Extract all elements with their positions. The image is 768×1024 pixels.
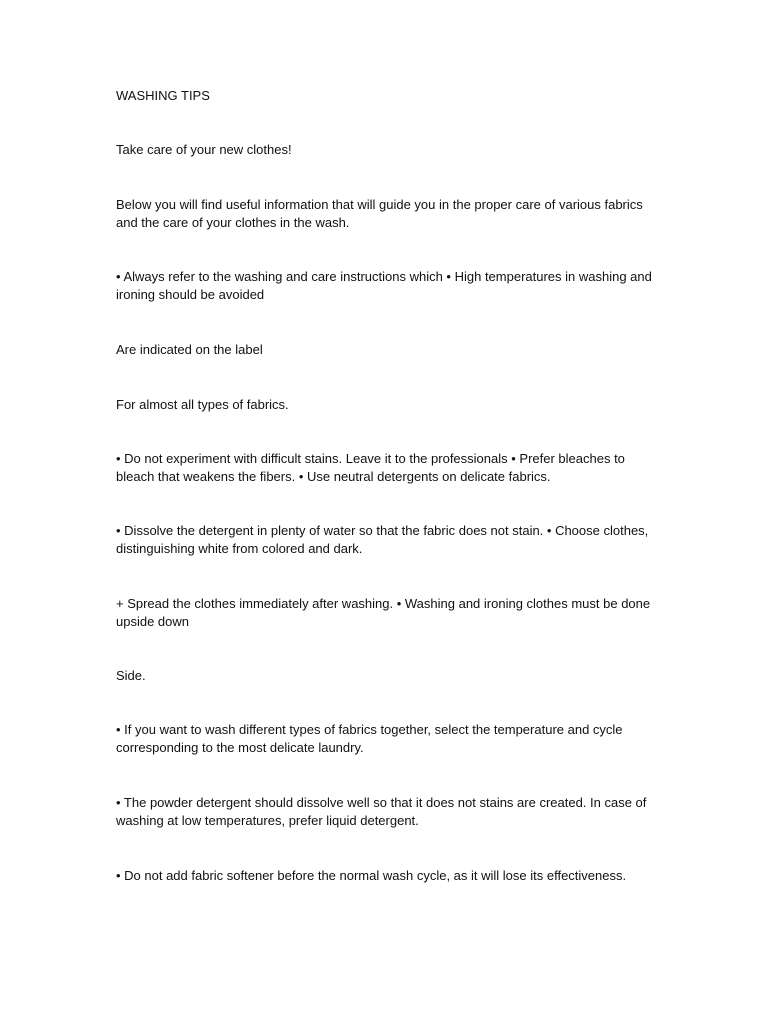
paragraph-tip: Side. <box>116 668 146 683</box>
paragraph-tip: + Spread the clothes immediately after washing. • Washing and ironing clothes must be done upside down <box>116 596 651 629</box>
paragraph-tip: • Do not experiment with difficult stains. Leave it to the professionals • Prefer bleaches to bleach that weakens the fibers. • Use neutral detergents on delicate fabrics. <box>116 451 625 484</box>
paragraph-tip: • Do not add fabric softener before the normal wash cycle, as it will lose its effectiveness. <box>116 868 627 883</box>
paragraph-tip: • Always refer to the washing and care instructions which • High temperatures in washing and ironing should be avoided <box>116 269 652 302</box>
paragraph-intro: Take care of your new clothes! <box>116 142 292 157</box>
paragraph-tip: • The powder detergent should dissolve well so that it does not stains are created. In case of washing at low temperatures, prefer liquid detergent. <box>116 795 647 828</box>
paragraph-tip: For almost all types of fabrics. <box>116 397 289 412</box>
document-title: WASHING TIPS <box>116 88 210 103</box>
paragraph-tip: • If you want to wash different types of fabrics together, select the temperature and cycle corresponding to the most delicate laundry. <box>116 722 623 755</box>
paragraph-tip: • Dissolve the detergent in plenty of water so that the fabric does not stain. • Choose clothes, distinguishing white from colored and dark. <box>116 523 649 556</box>
paragraph-description: Below you will find useful information that will guide you in the proper care of various fabrics and the care of your clothes in the wash. <box>116 197 643 230</box>
paragraph-tip: Are indicated on the label <box>116 342 263 357</box>
